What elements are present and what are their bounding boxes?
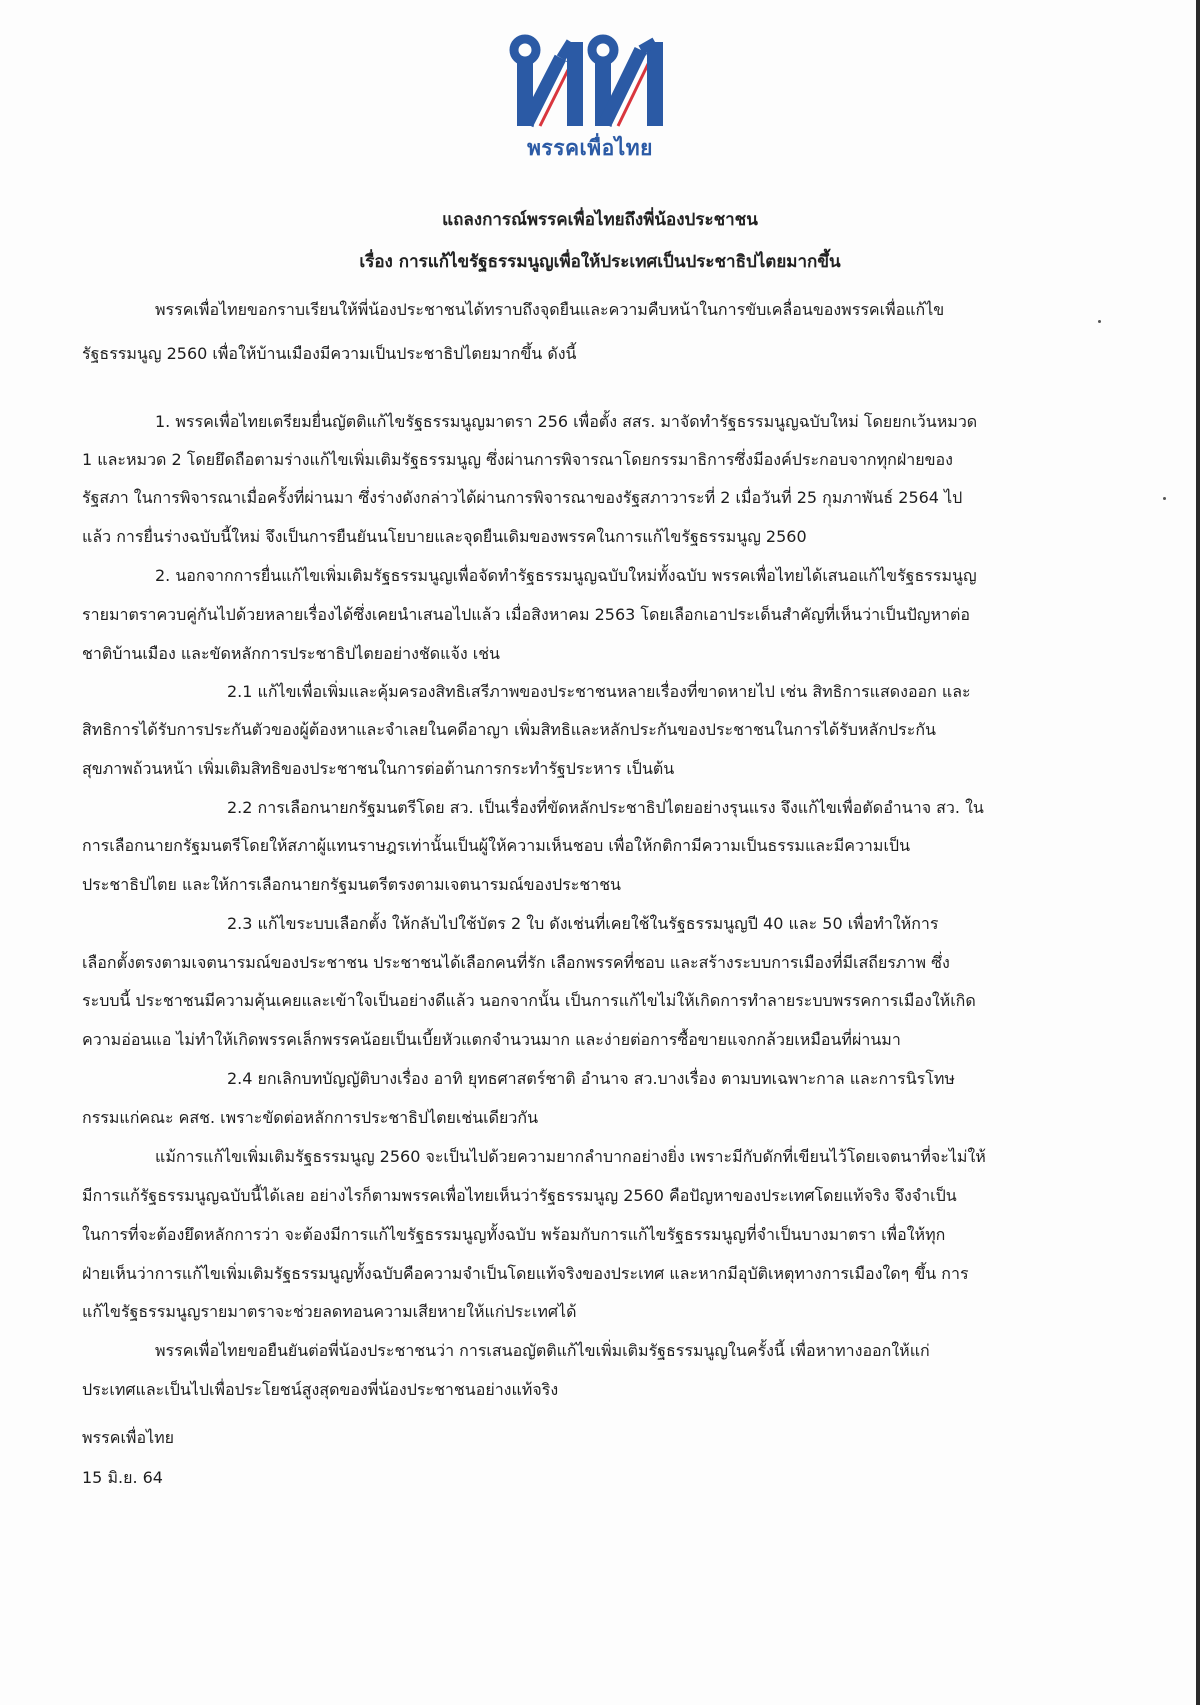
body-text-line: 1 และหมวด 2 โดยยึดถือตามร่างแก้ไขเพิ่มเติมรัฐธรรมนูญ ซึ่งผ่านการพิจารณาโดยกรรมาธิการซึ่งมีองค์ประกอบจากทุกฝ่ายของ — [82, 450, 953, 469]
body-text-line: 2.3 แก้ไขระบบเลือกตั้ง ให้กลับไปใช้บัตร 2 ใบ ดังเช่นที่เคยใช้ในรัฐธรรมนูญปี 40 และ 50 เพื่อทำให้การ — [227, 914, 939, 933]
body-text-line: ในการที่จะต้องยึดหลักการว่า จะต้องมีการแก้ไขรัฐธรรมนูญทั้งฉบับ พร้อมกับการแก้ไขรัฐธรรมนูญที่จำเป็นบางมาตรา เพื่อให้ทุก — [82, 1225, 946, 1244]
body-text-line: พรรคเพื่อไทยขอยืนยันต่อพี่น้องประชาชนว่า การเสนอญัตติแก้ไขเพิ่มเติมรัฐธรรมนูญในครั้งนี้ เพื่อหาทางออกให้แก่ — [155, 1341, 930, 1360]
body-text-line: พรรคเพื่อไทยขอกราบเรียนให้พี่น้องประชาชนได้ทราบถึงจุดยืนและความคืบหน้าในการขับเคลื่อนของพรรคเพื่อแก้ไข — [155, 300, 945, 319]
body-text-line: เลือกตั้งตรงตามเจตนารมณ์ของประชาชน ประชาชนได้เลือกคนที่รัก เลือกพรรคที่ชอบ และสร้างระบบการเมืองที่มีเสถียรภาพ ซึ่ง — [82, 953, 950, 972]
body-text-line: 2.1 แก้ไขเพื่อเพิ่มและคุ้มครองสิทธิเสรีภาพของประชาชนหลายเรื่องที่ขาดหายไป เช่น สิทธิการแสดงออก และ — [227, 682, 971, 701]
body-text-line: 1. พรรคเพื่อไทยเตรียมยื่นญัตติแก้ไขรัฐธรรมนูญมาตรา 256 เพื่อตั้ง สสร. มาจัดทำรัฐธรรมนูญฉบับใหม่ โดยยกเว้นหมวด — [155, 412, 978, 431]
body-text-line: ชาติบ้านเมือง และขัดหลักการประชาธิปไตยอย่างชัดแจ้ง เช่น — [82, 644, 500, 663]
body-text-line: 2.4 ยกเลิกบทบัญญัติบางเรื่อง อาทิ ยุทธศาสตร์ชาติ อำนาจ สว.บางเรื่อง ตามบทเฉพาะกาล และการนิรโทษ — [227, 1069, 955, 1088]
scan-speck — [1098, 320, 1101, 323]
body-text-line: ประเทศและเป็นไปเพื่อประโยชน์สูงสุดของพี่น้องประชาชนอย่างแท้จริง — [82, 1380, 559, 1399]
scan-speck — [1163, 497, 1166, 500]
party-logo — [505, 28, 675, 158]
signature-date: 15 มิ.ย. 64 — [82, 1468, 163, 1487]
body-text-line: รายมาตราควบคู่กันไปด้วยหลายเรื่องได้ซึ่งเคยนำเสนอไปแล้ว เมื่อสิงหาคม 2563 โดยเลือกเอาประเด็นสำคัญที่เห็นว่าเป็นปัญหาต่อ — [82, 605, 970, 624]
statement-subject: เรื่อง การแก้ไขรัฐธรรมนูญเพื่อให้ประเทศเป็นประชาธิปไตยมากขึ้น — [359, 252, 841, 272]
body-text-line: ฝ่ายเห็นว่าการแก้ไขเพิ่มเติมรัฐธรรมนูญทั้งฉบับคือความจำเป็นโดยแท้จริงของประเทศ และหากมีอุบัติเหตุทางการเมืองใดๆ ขึ้น การ — [82, 1264, 969, 1283]
body-text-line: แม้การแก้ไขเพิ่มเติมรัฐธรรมนูญ 2560 จะเป็นไปด้วยความยากลำบากอย่างยิ่ง เพราะมีกับดักที่เขียนไว้โดยเจตนาที่จะไม่ให้ — [155, 1147, 986, 1166]
body-text-line: 2. นอกจากการยื่นแก้ไขเพิ่มเติมรัฐธรรมนูญเพื่อจัดทำรัฐธรรมนูญฉบับใหม่ทั้งฉบับ พรรคเพื่อไทยได้เสนอแก้ไขรัฐธรรมนูญ — [155, 566, 977, 585]
body-text-line: แก้ไขรัฐธรรมนูญรายมาตราจะช่วยลดทอนความเสียหายให้แก่ประเทศได้ — [82, 1302, 577, 1321]
body-text-line: 2.2 การเลือกนายกรัฐมนตรีโดย สว. เป็นเรื่องที่ขัดหลักประชาธิปไตยอย่างรุนแรง จึงแก้ไขเพื่อตัดอำนาจ สว. ใน — [227, 798, 984, 817]
statement-title: แถลงการณ์พรรคเพื่อไทยถึงพี่น้องประชาชน — [442, 210, 758, 230]
body-text-line: รัฐธรรมนูญ 2560 เพื่อให้บ้านเมืองมีความเป็นประชาธิปไตยมากขึ้น ดังนี้ — [82, 344, 577, 363]
body-text-line: ความอ่อนแอ ไม่ทำให้เกิดพรรคเล็กพรรคน้อยเป็นเบี้ยหัวแตกจำนวนมาก และง่ายต่อการซื้อขายแจกกล้วยเหมือนที่ผ่านมา — [82, 1030, 901, 1049]
body-text-line: มีการแก้รัฐธรรมนูญฉบับนี้ได้เลย อย่างไรก็ตามพรรคเพื่อไทยเห็นว่ารัฐธรรมนูญ 2560 คือปัญหาของประเทศโดยแท้จริง จึงจำเป็น — [82, 1186, 957, 1205]
body-text-line: รัฐสภา ในการพิจารณาเมื่อครั้งที่ผ่านมา ซึ่งร่างดังกล่าวได้ผ่านการพิจารณาของรัฐสภาวาระที่ 2 เมื่อวันที่ 25 กุมภาพันธ์ 2564 ไป — [82, 488, 963, 507]
body-text-line: แล้ว การยื่นร่างฉบับนี้ใหม่ จึงเป็นการยืนยันนโยบายและจุดยืนเดิมของพรรคในการแก้ไขรัฐธรรมนูญ 2560 — [82, 527, 807, 546]
body-text-line: ประชาธิปไตย และให้การเลือกนายกรัฐมนตรีตรงตามเจตนารมณ์ของประชาชน — [82, 875, 621, 894]
body-text-line: สิทธิการได้รับการประกันตัวของผู้ต้องหาและจำเลยในคดีอาญา เพิ่มสิทธิและหลักประกันของประชาชนในการได้รับหลักประกัน — [82, 720, 936, 739]
party-name-logo-text: พรรคเพื่อไทย — [527, 136, 653, 160]
body-text-line: กรรมแก่คณะ คสช. เพราะขัดต่อหลักการประชาธิปไตยเช่นเดียวกัน — [82, 1108, 538, 1127]
signature-name: พรรคเพื่อไทย — [82, 1428, 175, 1447]
body-text-line: สุขภาพถ้วนหน้า เพิ่มเติมสิทธิของประชาชนในการต่อต้านการกระทำรัฐประหาร เป็นต้น — [82, 759, 675, 778]
body-text-line: การเลือกนายกรัฐมนตรีโดยให้สภาผู้แทนราษฎรเท่านั้นเป็นผู้ให้ความเห็นชอบ เพื่อให้กติกามีความเป็นธรรมและมีความเป็น — [82, 836, 911, 855]
body-text-line: ระบบนี้ ประชาชนมีความคุ้นเคยและเข้าใจเป็นอย่างดีแล้ว นอกจากนั้น เป็นการแก้ไขไม่ให้เกิดการทำลายระบบพรรคการเมืองให้เกิด — [82, 991, 976, 1010]
party-logo-mark-icon — [505, 28, 675, 132]
